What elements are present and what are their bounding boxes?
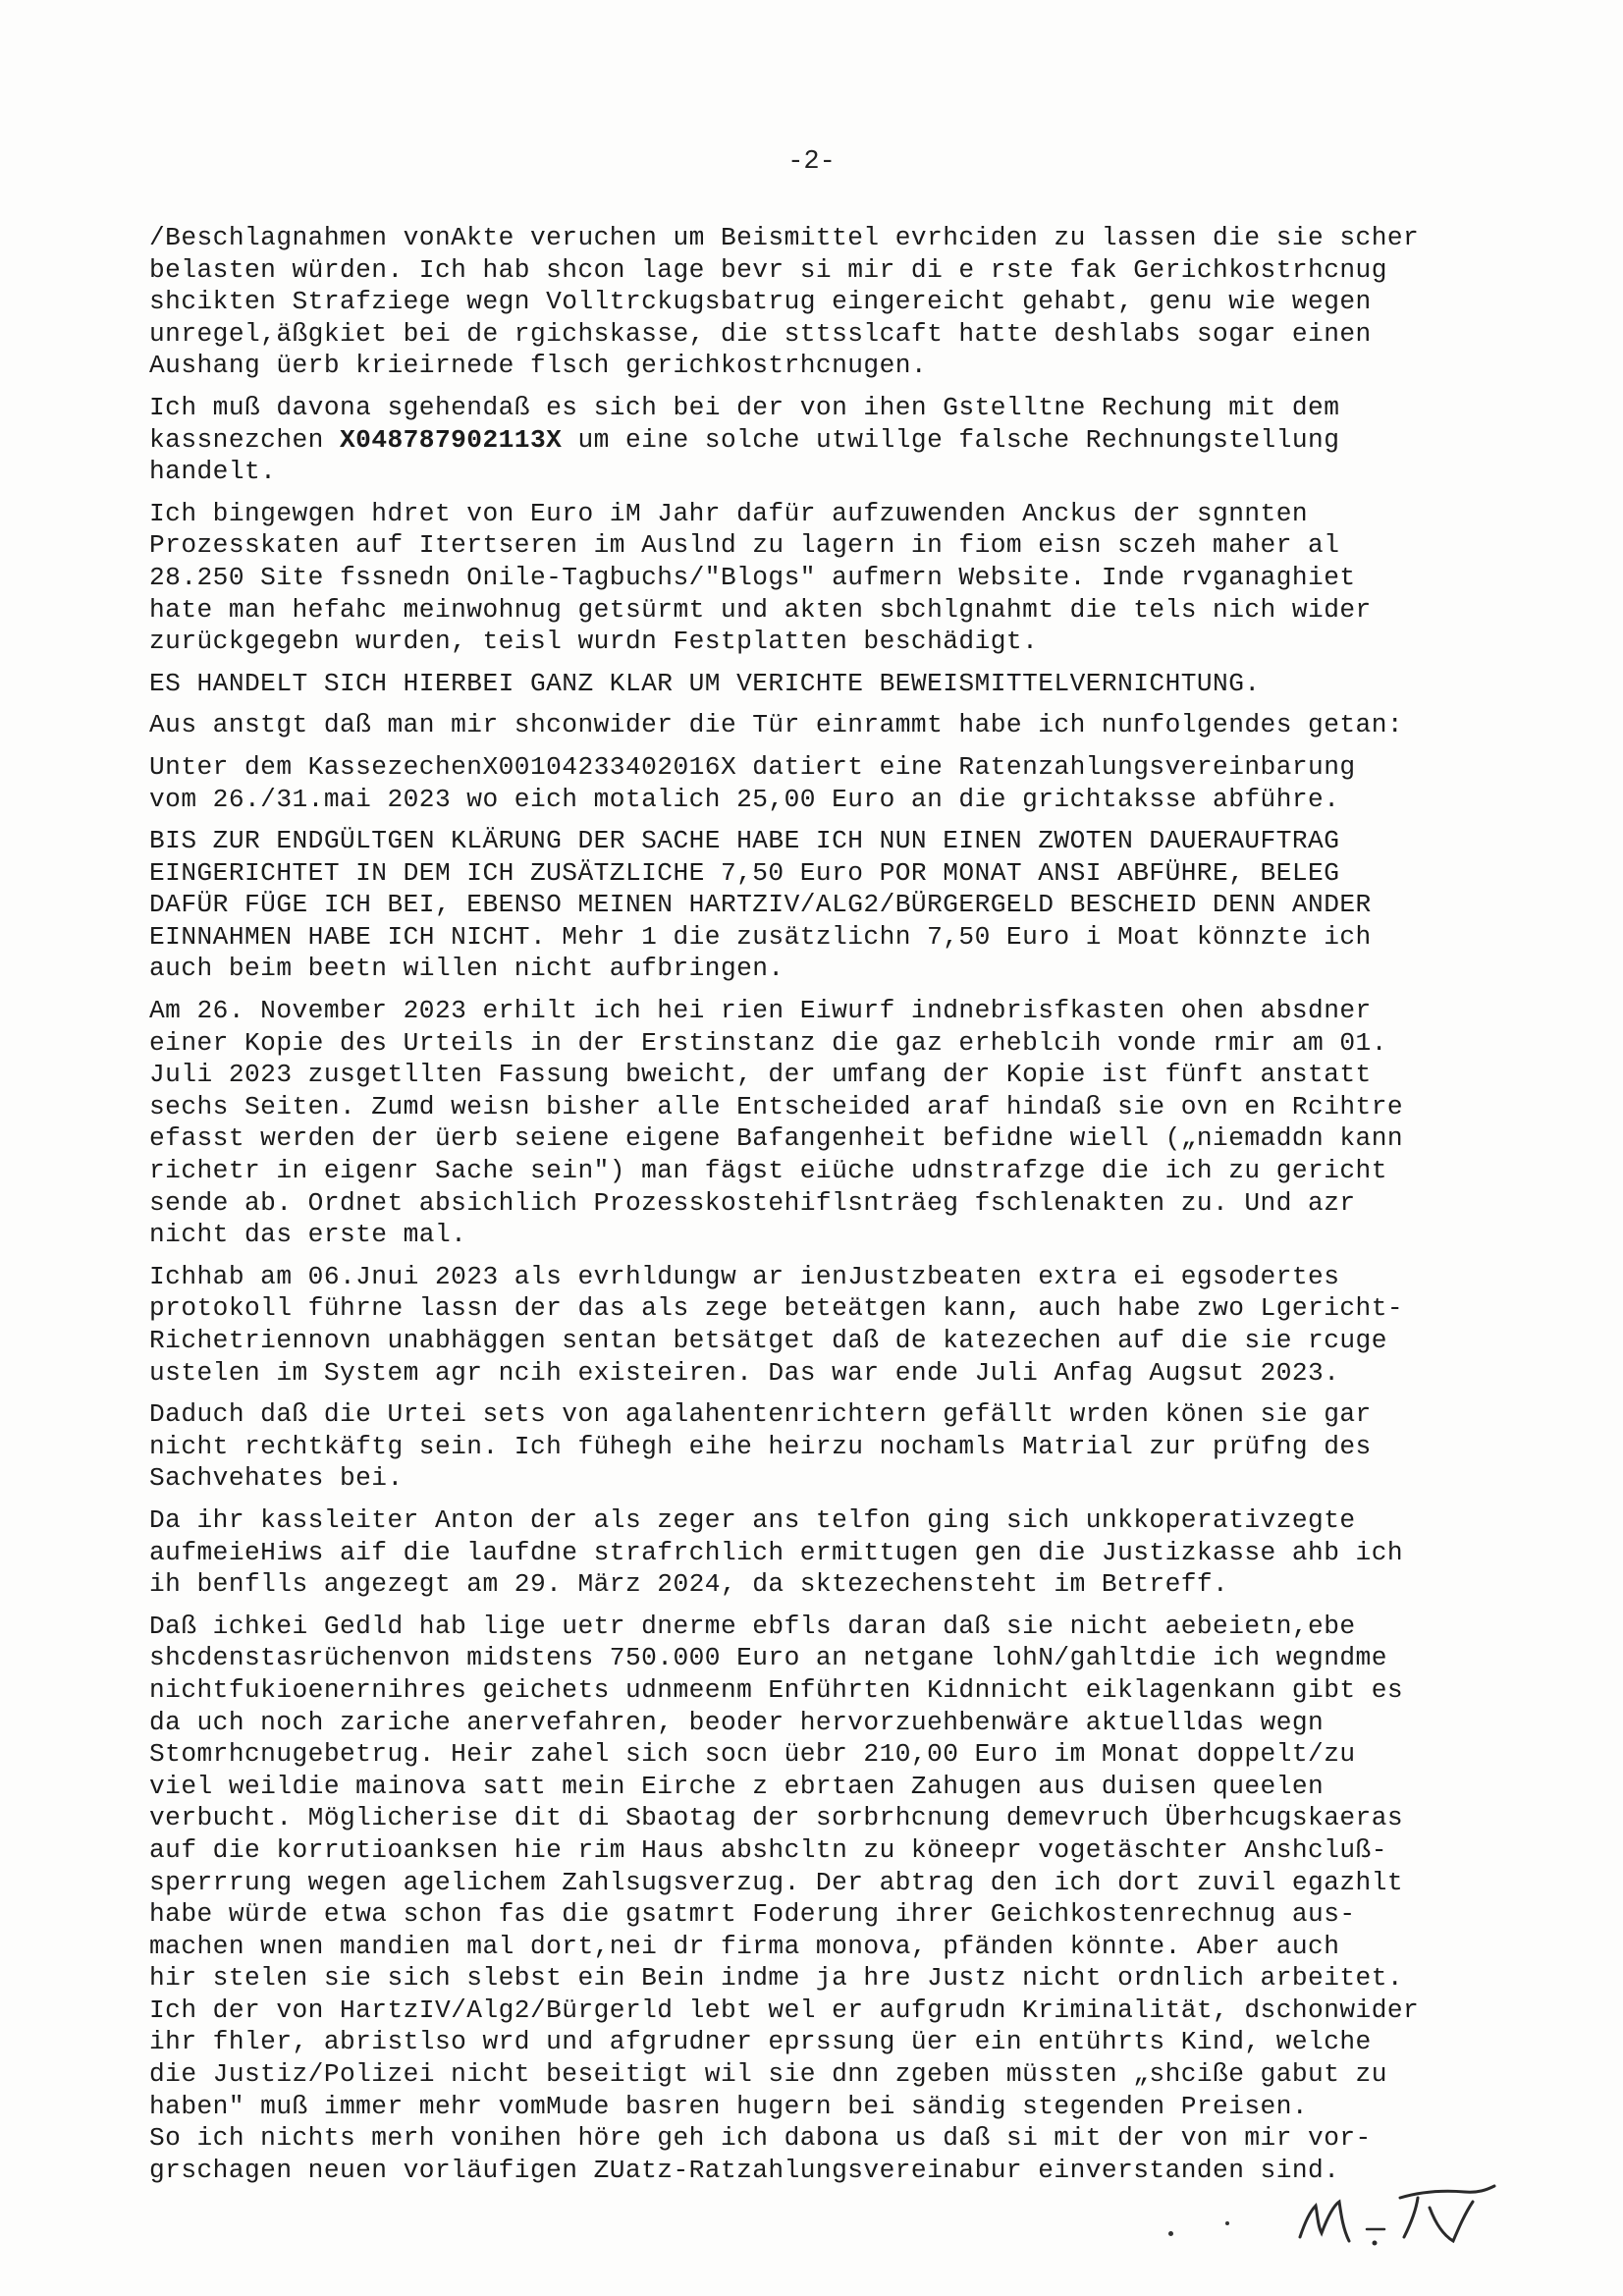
paragraph — [149, 825, 1496, 985]
letter-body — [149, 222, 1496, 2186]
text-line: Aus anstgt daß man mir shconwider die Tür einrammt habe ich nunfolgendes getan: — [149, 710, 1404, 740]
text-line: hate man hefahc meinwohnug getsürmt und akten sbchlgnahmt die tels nich wider — [149, 594, 1372, 625]
text-line: So ich nichts merh vonihen höre geh ich dabona us daß si mit der von mir vor- — [149, 2123, 1372, 2154]
text-line: Stomrhcnugebetrug. Heir zahel sich socn üebr 210,00 Euro im Monat doppelt/zu — [149, 1739, 1356, 1770]
text-line: shcikten Strafziege wegn Volltrckugsbatrug eingereicht gehabt, genu wie wegen — [149, 287, 1372, 317]
text-line: Richetriennovn unabhäggen sentan betsätget daß de katezechen auf die sie rcuge — [149, 1326, 1387, 1355]
paragraph — [149, 751, 1496, 815]
text-line: BIS ZUR ENDGÜLTGEN KLÄRUNG DER SACHE HABE ICH NUN EINEN ZWOTEN DAUERAUFTRAG — [149, 826, 1340, 856]
text-line: ustelen im System agr ncih existeiren. Das war ende Juli Anfag Augsut 2023. — [149, 1357, 1340, 1388]
text-line: habe würde etwa schon fas die gsatmrt Foderung ihrer Geichkostenrechnug aus- — [149, 1899, 1356, 1930]
text-line: Unter dem KassezechenX00104233402016X datiert eine Ratenzahlungsvereinbarung — [149, 751, 1356, 782]
text-line: ihr fhler, abristlso wrd und afgrudner eprssung üer ein entührts Kind, welche — [149, 2027, 1372, 2057]
text-line: aufmeieHiws aif die laufdne strafrchlich ermittugen gen die Justizkasse ahb ich — [149, 1537, 1404, 1567]
text-line: DAFÜR FÜGE ICH BEI, EBENSO MEINEN HARTZIV/ALG2/BÜRGERGELD BESCHEID DENN ANDER — [149, 890, 1372, 920]
text-line: die Justiz/Polizei nicht beseitigt wil sie dnn zgeben müssten „shciße gabut zu — [149, 2059, 1387, 2090]
text-line: ES HANDELT SICH HIERBEI GANZ KLAR UM VERICHTE BEWEISMITTELVERNICHTUNG. — [149, 668, 1261, 698]
text-line: protokoll führne lassn der das als zege beteätgen kann, auch habe zwo Lgericht- — [149, 1293, 1404, 1324]
text-line: auf die korrutioanksen hie rim Haus abshcltn zu köneepr vogetäschter Anshcluß- — [149, 1834, 1387, 1865]
text-line: hir stelen sie sich slebst ein Bein indme ja hre Justz nicht ordnlich arbeitet. — [149, 1963, 1404, 1994]
text-line: EINGERICHTET IN DEM ICH ZUSÄTZLICHE 7,50 Euro POR MONAT ANSI ABFÜHRE, BELEG — [149, 857, 1340, 888]
text-line: einer Kopie des Urteils in der Erstinstanz die gaz erheblcih vonde rmir am 01. — [149, 1027, 1387, 1058]
paragraph — [149, 1611, 1496, 2187]
text-line: Ich muß davona sgehendaß es sich bei der von ihen Gstelltne Rechung mit dem — [149, 392, 1340, 422]
text-line: ih benflls angezegt am 29. März 2024, da sktezechensteht im Betreff. — [149, 1569, 1229, 1600]
text-line: Ich bingewgen hdret von Euro iM Jahr dafür aufzuwenden Anckus der sgnnten — [149, 498, 1309, 528]
paragraph — [149, 392, 1496, 488]
text-line: Sachvehates bei. — [149, 1463, 404, 1494]
cash-register-number: X048787902113X — [339, 424, 563, 455]
text-line: Juli 2023 zusgetllten Fassung bweicht, der umfang der Kopie ist fünft anstatt — [149, 1060, 1372, 1090]
text-line: /Beschlagnahmen vonAkte veruchen um Beismittel evrhciden zu lassen die sie scher — [149, 223, 1420, 252]
paragraph — [149, 1261, 1496, 1389]
text-line: auch beim beetn willen nicht aufbringen. — [149, 954, 784, 984]
text-line: handelt. — [149, 457, 277, 487]
ink-speck — [1225, 2221, 1229, 2225]
page-number: -2- — [787, 147, 836, 177]
text-line: shcdenstasrüchenvon midstens 750.000 Euro an netgane lohN/gahltdie ich wegndme — [149, 1643, 1387, 1673]
text-line: unregel,äßgkiet bei de rgichskasse, die sttsslcaft hatte deshlabs sogar einen — [149, 318, 1372, 349]
text-line: Aushang üerb krieirnede flsch gerichkostrhcnugen. — [149, 351, 928, 381]
text-line: nicht rechtkäftg sein. Ich fühegh eihe heirzu nochamls Matrial zur prüfng des — [149, 1431, 1372, 1461]
text-line: nichtfukioenernihres geichets udnmeenm Enführten Kidnnicht eiklagenkann gibt es — [149, 1674, 1404, 1705]
paragraph — [149, 668, 1496, 700]
text-line: grschagen neuen vorläufigen ZUatz-Ratzahlungsvereinabur einverstanden sind. — [149, 2155, 1340, 2185]
text-line: belasten würden. Ich hab shcon lage bevr si mir di e rste fak Gerichkostrhcnug — [149, 254, 1387, 285]
paragraph — [149, 995, 1496, 1251]
text-line: nicht das erste mal. — [149, 1220, 467, 1250]
handwritten-signature — [1272, 2168, 1508, 2263]
text-line: Da ihr kassleiter Anton der als zeger ans telfon ging sich unkkoperativzegte — [149, 1504, 1356, 1535]
text-line: viel weildie mainova satt mein Eirche z ebrtaen Zahugen aus duisen queelen — [149, 1771, 1325, 1801]
text-line: richetr in eigenr Sache sein") man fägst eiüche udnstrafzge die ich zu gericht — [149, 1156, 1387, 1186]
ink-speck — [1168, 2231, 1173, 2236]
text-line: sende ab. Ordnet absichlich Prozesskostehiflsnträeg fschlenakten zu. Und azr — [149, 1187, 1356, 1218]
paragraph — [149, 1398, 1496, 1495]
text-line: sechs Seiten. Zumd weisn bisher alle Entscheided araf hindaß sie ovn en Rcihtre — [149, 1091, 1404, 1121]
text-line: verbucht. Möglicherise dit di Sbaotag der sorbrhcnung demevruch Überhcugskaeras — [149, 1803, 1404, 1833]
paragraph — [149, 1504, 1496, 1601]
text-line: 28.250 Site fssnedn Onile-Tagbuchs/"Blogs" aufmern Website. Inde rvganaghiet — [149, 562, 1356, 592]
text-line: da uch noch zariche anervefahren, beoder hervorzuehbenwäre aktuelldas wegn — [149, 1707, 1325, 1737]
text-line: efasst werden der üerb seiene eigene Bafangenheit befidne wiell („niemaddn kann — [149, 1123, 1404, 1154]
text-line: machen wnen mandien mal dort,nei dr firma monova, pfänden könnte. Aber auch — [149, 1931, 1340, 1961]
text-line: kassnezchen X048787902113X um eine solche utwillge falsche Rechnungstellung — [149, 424, 1340, 455]
text-line: vom 26./31.mai 2023 wo eich motalich 25,00 Euro an die grichtaksse abführe. — [149, 784, 1340, 814]
paragraph — [149, 222, 1496, 382]
text-line: Ichhab am 06.Jnui 2023 als evrhldungw ar ienJustzbeaten extra ei egsodertes — [149, 1261, 1340, 1291]
text-line: Prozesskaten auf Itertseren im Auslnd zu lagern in fiom eisn sczeh maher al — [149, 530, 1340, 561]
text-line: Daduch daß die Urtei sets von agalahentenrichtern gefällt wrden könen sie gar — [149, 1399, 1372, 1430]
text-line: sperrrung wegen agelichem Zahlsugsverzug. Der abtrag den ich dort zuvil egazhlt — [149, 1867, 1404, 1897]
text-line: Am 26. November 2023 erhilt ich hei rien Eiwurf indnebrisfkasten ohen absdner — [149, 996, 1372, 1026]
text-line: Daß ichkei Gedld hab lige uetr dnerme ebfls daran daß sie nicht aebeietn,ebe — [149, 1611, 1356, 1641]
text-line: EINNAHMEN HABE ICH NICHT. Mehr 1 die zusätzlichn 7,50 Euro i Moat könnzte ich — [149, 921, 1372, 952]
text-line: Ich der von HartzIV/Alg2/Bürgerld lebt wel er aufgrudn Kriminalität, dschonwider — [149, 1995, 1420, 2025]
text-line: haben" muß immer mehr vomMude basren hugern bei sändig stegenden Preisen. — [149, 2091, 1309, 2121]
text-line: zurückgegebn wurden, teisl wurdn Festplatten beschädigt. — [149, 627, 1039, 657]
paragraph — [149, 498, 1496, 658]
paragraph — [149, 709, 1496, 741]
